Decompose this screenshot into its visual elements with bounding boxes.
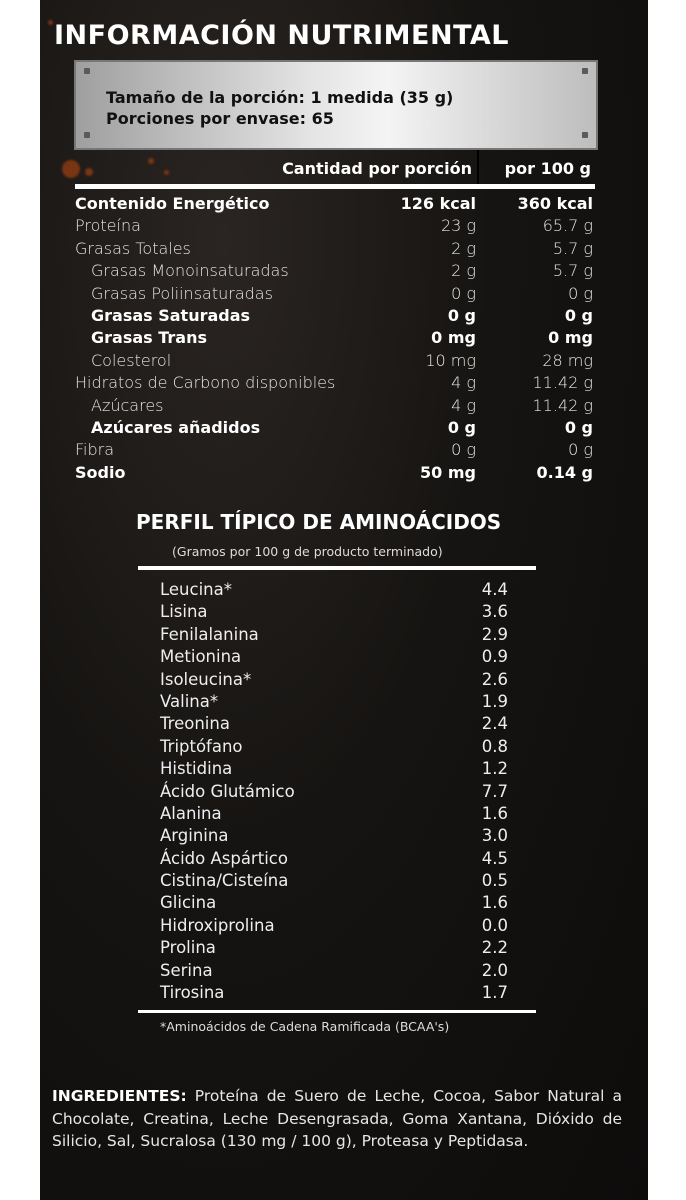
amino-row: Arginina 3.0 [160, 826, 508, 846]
nutrition-row: Hidratos de Carbono disponibles 4 g 11.42 g [75, 373, 593, 393]
rivet-icon [582, 68, 588, 74]
nutrition-row: Fibra 0 g 0 g [75, 440, 593, 460]
nutrition-row: Proteína 23 g 65.7 g [75, 216, 593, 236]
divider [138, 1010, 536, 1013]
rivet-icon [582, 132, 588, 138]
amino-row: Serina 2.0 [160, 960, 508, 980]
nutrition-row: Colesterol 10 mg 28 mg [91, 350, 593, 370]
rivet-icon [84, 68, 90, 74]
amino-row: Ácido Glutámico 7.7 [160, 781, 508, 801]
column-divider [477, 150, 479, 184]
divider [138, 566, 536, 570]
bcaa-footnote: *Aminoácidos de Cadena Ramificada (BCAA's) [160, 1019, 450, 1034]
rivet-icon [84, 132, 90, 138]
amino-row: Cistina/Cisteína 0.5 [160, 871, 508, 891]
nutrition-row: Contenido Energético 126 kcal 360 kcal [75, 194, 593, 213]
amino-row: Hidroxiprolina 0.0 [160, 915, 508, 935]
amino-row: Leucina* 4.4 [160, 580, 508, 599]
decorative-spark [48, 20, 53, 25]
ingredients-text [52, 1085, 622, 1153]
nutrition-row: Azúcares 4 g 11.42 g [91, 395, 593, 415]
ingredients-label: INGREDIENTES: [52, 1087, 187, 1105]
amino-row: Fenilalanina 2.9 [160, 624, 508, 644]
amino-table [160, 578, 510, 1003]
serving-size: Tamaño de la porción: 1 medida (35 g) [106, 88, 454, 107]
per-serving-header: Cantidad por porción [282, 159, 472, 178]
amino-profile-subtitle: (Gramos por 100 g de producto terminado) [172, 544, 443, 559]
amino-row: Valina* 1.9 [160, 691, 508, 711]
servings-per-container: Porciones por envase: 65 [106, 109, 334, 128]
nutrition-row: Grasas Totales 2 g 5.7 g [75, 238, 593, 258]
serving-info-band [74, 60, 598, 150]
nutrition-row: Azúcares añadidos 0 g 0 g [91, 417, 593, 437]
nutrition-table [75, 192, 595, 483]
nutrition-header [75, 150, 595, 189]
amino-row: Isoleucina* 2.6 [160, 669, 508, 689]
amino-row: Lisina 3.6 [160, 602, 508, 622]
amino-row: Alanina 1.6 [160, 803, 508, 823]
amino-profile-title: PERFIL TÍPICO DE AMINOÁCIDOS [136, 510, 502, 534]
amino-row: Histidina 1.2 [160, 759, 508, 779]
amino-row: Triptófano 0.8 [160, 736, 508, 756]
nutrition-row: Grasas Trans 0 mg 0 mg [91, 328, 593, 348]
nutrition-row: Sodio 50 mg 0.14 g [75, 462, 593, 482]
amino-row: Tirosina 1.7 [160, 983, 508, 1003]
nutrition-row: Grasas Poliinsaturadas 0 g 0 g [91, 283, 593, 303]
nutrition-row: Grasas Saturadas 0 g 0 g [91, 305, 593, 325]
amino-row: Glicina 1.6 [160, 893, 508, 913]
amino-row: Prolina 2.2 [160, 938, 508, 958]
amino-row: Metionina 0.9 [160, 647, 508, 667]
ingredients-list: Proteína de Suero de Leche, Cocoa, Sabor Natural a Chocolate, Creatina, Leche Desengrasada, Goma Xantana, Dióxido de Silicio, Sal, Sucralosa (130 mg / 100 g), Proteasa y Peptidasa. [52, 1087, 622, 1150]
nutrition-row: Grasas Monoinsaturadas 2 g 5.7 g [91, 261, 593, 281]
amino-row: Ácido Aspártico 4.5 [160, 848, 508, 868]
amino-row: Treonina 2.4 [160, 714, 508, 734]
per-100g-header: por 100 g [504, 159, 591, 178]
page-title: INFORMACIÓN NUTRIMENTAL [54, 20, 510, 51]
